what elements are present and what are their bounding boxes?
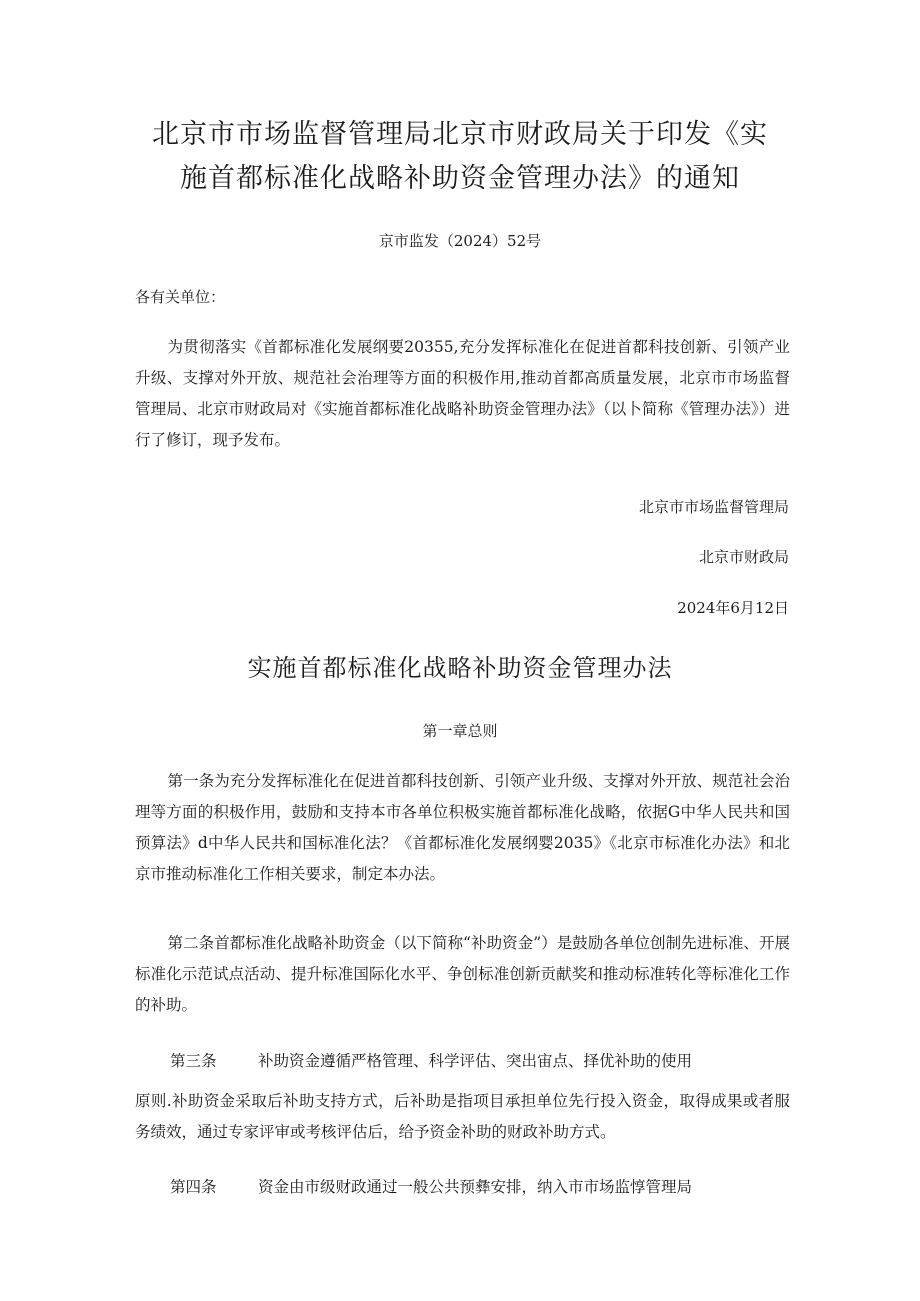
- article-4-line-1: 资金由市级财政通过一般公共预彝安排，纳入市市场监惇管理局: [258, 1178, 693, 1196]
- article-2: 第二条首都标准化战略补助资金（以下简称“补助资金”）是鼓励各单位创制先进标准、开展标准化示范试点活动、提升标准国际化水平、争创标准创新贡献奖和推动标准转化等标准化工作的补助。: [135, 934, 790, 1014]
- chapter-heading: 第一章总则: [422, 722, 498, 740]
- article-3-body: 原则.补助资金采取后补助支持方式，后补助是指项目承担单位先行投入资金，取得成果或者服务绩效，通过专家评审或考核评估后，给予资金补助的财政补助方式。: [135, 1092, 790, 1141]
- article-1: 第一条为充分发挥标准化在促进首都科技创新、引领产业升级、支撑对外开放、规范社会治理等方面的积极作用，鼓励和支持本市各单位积极实施首都标准化战略，依据G中华人民共和国预算法》d中华人民共和国标准化法？《首都标准化发展纲婴2035》《北京市标准化办法》和北京市推动标准化工作相关要求，制定本办法。: [135, 772, 790, 883]
- article-3-first-line: [170, 1046, 692, 1077]
- article-4-heading: 第四条: [170, 1178, 217, 1196]
- intro-paragraph: 为贯彻落实《首都标准化发展纲要20355,充分发挥标准化在促进首都科技创新、引领产业升级、支撑对外开放、规范社会治理等方面的积极作用,推动首都高质量发展，北京市市场监督管理局、北京市财政局对《实施首都标准化战略补助资金管理办法》（以卜简称《管理办法》）进行了修订，现予发布。: [135, 338, 790, 449]
- article-3-line-1: 补助资金遵循严格管理、科学评估、突出宙点、择优补助的使用: [258, 1052, 693, 1070]
- signature-org-1: 北京市市场监督管理局: [638, 498, 789, 516]
- notice-title-line-2: 施首都标准化战略补助资金管理办法》的通知: [180, 163, 740, 194]
- salutation: 各有关单位：: [135, 288, 226, 306]
- article-3-heading: 第三条: [170, 1052, 217, 1070]
- document-number: 京市监发（2024）52号: [378, 232, 542, 250]
- signature-date: 2024年6月12日: [677, 599, 789, 617]
- notice-title-line-1: 北京市市场监督管理局北京市财政局关于印发《实: [152, 119, 768, 150]
- measures-title: 实施首都标准化战略补助资金管理办法: [247, 654, 673, 682]
- signature-org-2: 北京市财政局: [698, 548, 789, 566]
- article-4-first-line: [170, 1172, 692, 1203]
